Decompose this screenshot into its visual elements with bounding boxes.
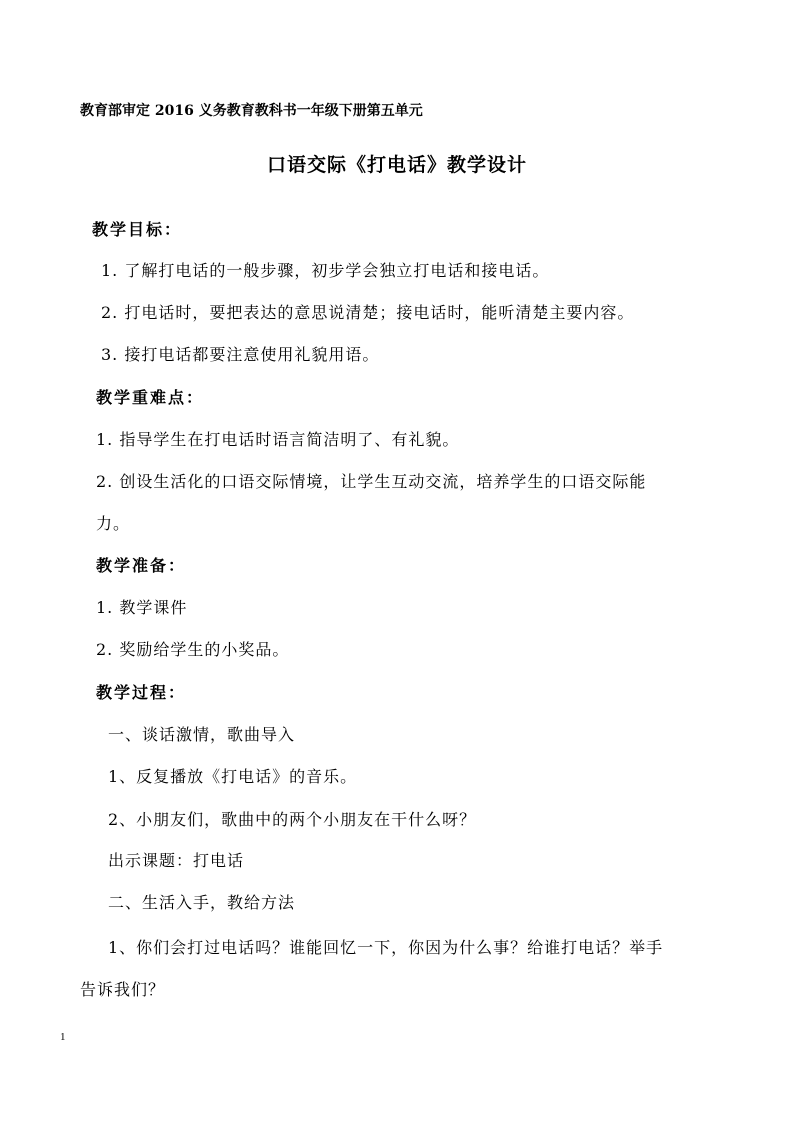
process-line: 告诉我们？: [80, 980, 166, 999]
process-line: 二、生活入手，教给方法: [108, 893, 296, 912]
process-line: 1、反复播放《打电话》的音乐。: [108, 767, 358, 786]
goal-item: 2. 打电话时，要把表达的意思说清楚；接电话时，能听清楚主要内容。: [101, 303, 635, 322]
preparation-item: 2. 奖励给学生的小奖品。: [96, 640, 290, 659]
process-line: 出示课题：打电话: [108, 851, 245, 870]
document-title: 口语交际《打电话》教学设计: [266, 154, 527, 176]
preparation-item: 1. 教学课件: [96, 598, 188, 617]
process-line: 1、你们会打过电话吗？谁能回忆一下，你因为什么事？给谁打电话？举手: [108, 938, 664, 957]
page-number: 1: [60, 1031, 66, 1043]
process-heading: 教学过程：: [96, 683, 187, 702]
goals-heading: 教学目标：: [92, 220, 183, 239]
process-line: 2、小朋友们，歌曲中的两个小朋友在干什么呀？: [108, 810, 477, 829]
process-line: 一、谈话激情，歌曲导入: [108, 725, 296, 744]
preparation-heading: 教学准备：: [96, 556, 187, 575]
key-point-item: 2. 创设生活化的口语交际情境，让学生互动交流，培养学生的口语交际能: [96, 472, 647, 491]
goal-item: 3. 接打电话都要注意使用礼貌用语。: [101, 345, 380, 364]
document-header: 教育部审定 2016 义务教育教科书一年级下册第五单元: [80, 103, 423, 119]
goal-item: 1. 了解打电话的一般步骤，初步学会独立打电话和接电话。: [101, 261, 550, 280]
key-points-heading: 教学重难点：: [96, 388, 205, 407]
key-point-item: 1. 指导学生在打电话时语言简洁明了、有礼貌。: [96, 430, 460, 449]
key-point-item: 力。: [96, 514, 131, 533]
